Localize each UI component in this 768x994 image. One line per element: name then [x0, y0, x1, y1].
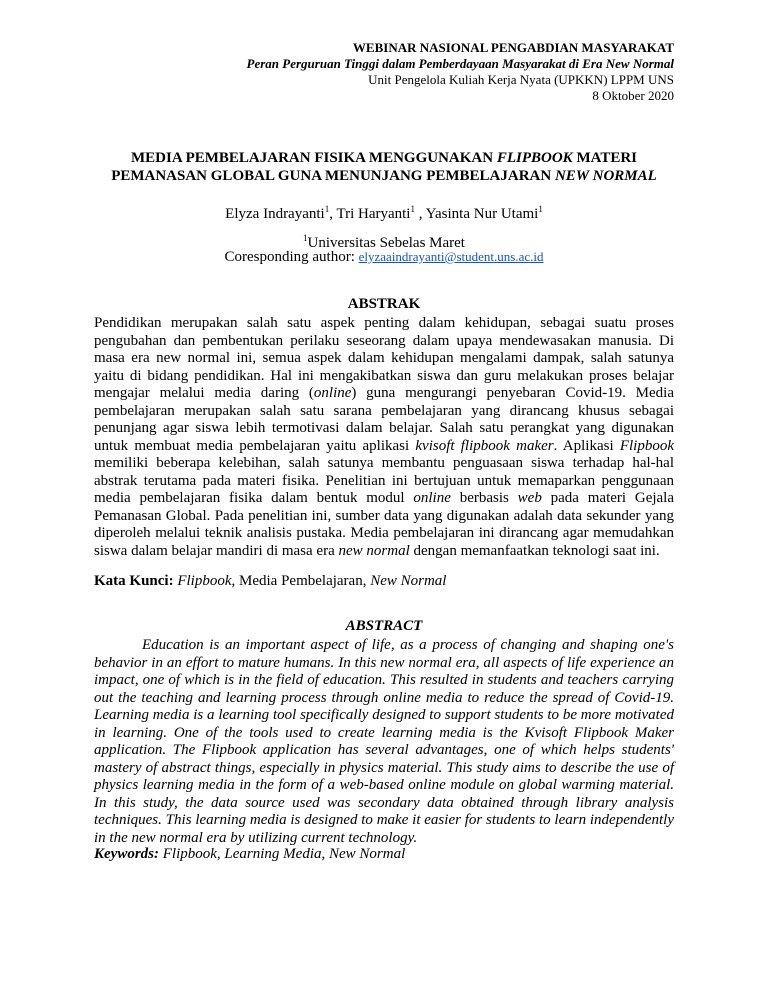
- header-theme: Peran Perguruan Tinggi dalam Pemberdayaan Masyarakat di Era New Normal: [246, 56, 674, 71]
- affiliation-mark: 1: [538, 204, 543, 214]
- author-name: , Tri Haryanti: [329, 206, 411, 222]
- abstract-heading: ABSTRACT: [345, 618, 423, 634]
- text-run-italic: kvisoft flipbook maker: [415, 437, 554, 454]
- author-name: Elyza Indrayanti: [225, 206, 325, 222]
- text-run: . Aplikasi: [553, 437, 620, 454]
- affiliation-text: Universitas Sebelas Maret: [307, 235, 465, 251]
- title-part: MEDIA PEMBELAJARAN FISIKA MENGGUNAKAN: [130, 150, 497, 166]
- keywords-text: Flipbook, Learning Media, New Normal: [159, 846, 406, 862]
- abstrak-heading: ABSTRAK: [347, 296, 421, 312]
- abstrak-body: [94, 315, 674, 560]
- affiliation-mark: 1: [303, 233, 308, 243]
- kata-kunci: [94, 573, 446, 590]
- title-part-italic: FLIPBOOK: [496, 150, 573, 166]
- text-run: dengan memanfaatkan teknologi saat ini.: [409, 542, 660, 559]
- text-run: ) guna mengurangi penyebaran Covid-19. Media pembelajaran merupakan salah satu sarana pembelajaran yang dirancang khusus sebagai penunjang agar siswa lebih termotivasi dalam belajar. Salah satu perangkat yang digunakan untuk membuat media pembelajaran yaitu aplikasi: [94, 385, 674, 454]
- affiliation-mark: 1: [410, 204, 415, 214]
- header-unit: Unit Pengelola Kuliah Kerja Nyata (UPKKN) LPPM UNS: [368, 72, 674, 87]
- text-run-italic: new normal: [338, 542, 410, 559]
- header-date: 8 Oktober 2020: [592, 88, 674, 103]
- correspondence: [94, 248, 674, 266]
- correspondence-label: Coresponding author:: [224, 249, 359, 265]
- text-run-italic: online: [413, 490, 451, 506]
- kata-kunci-label: Kata Kunci:: [94, 573, 174, 589]
- title-part-italic: NEW NORMAL: [554, 168, 657, 184]
- text-run-italic: web: [517, 490, 542, 506]
- running-header: [247, 40, 674, 104]
- keyword-italic: Flipbook: [173, 573, 232, 589]
- text-run: memiliki beberapa kelebihan, salah satunya membantu penguasaan siswa terhadap hal-hal abstrak terutama pada materi fisika. Penelitian ini bertujuan untuk memaparkan penggunaan media pembelajaran fisika dalam bentuk modul: [94, 455, 674, 506]
- text-run-italic: online: [313, 385, 352, 401]
- paper-title: [94, 149, 674, 185]
- keywords: [94, 846, 405, 863]
- text-run: pada materi Gejala Pemanasan Global. Pada penelitian ini, sumber data yang digunakan adalah data sekunder yang diperoleh melalui teknik analisis pustaka. Media pembelajaran ini dirancang agar memudahkan siswa dalam belajar mandiri di masa era: [94, 490, 675, 559]
- keyword: , Media Pembelajaran,: [231, 573, 371, 589]
- author-list: [94, 200, 674, 223]
- text-run: Pendidikan merupakan salah satu aspek penting dalam kehidupan, sebagai suatu proses pengubahan dan pembentukan perilaku seseorang dalam upaya mendewasakan manusia. Di masa era new normal ini, semua aspek dalam kehidupan mengalami dampak, salah satunya yaitu di bidang pendidikan. Hal ini mengakibatkan siswa dan guru melakukan proses belajar mengajar melalui media daring (: [94, 315, 674, 401]
- text-run: berbasis: [450, 490, 518, 506]
- title-part: MATERI: [572, 150, 637, 166]
- affiliation-mark: 1: [324, 204, 330, 214]
- email-link[interactable]: elyzaaindrayanti@student.uns.ac.id: [358, 249, 544, 264]
- text-run-italic: Flipbook: [619, 437, 674, 454]
- abstract-body: Education is an important aspect of life, as a process of changing and shaping one's behavior in an effort to mature humans. In this new normal era, all aspects of life experience an impact, one of which is in the field of education. This resulted in students and teachers carrying out the teaching and learning process through online media to reduce the spread of Covid-19. Learning media is a learning tool specifically designed to support students to be more motivated in learning. One of the tools used to create learning media is the Kvisoft Flipbook Maker application. The Flipbook application has several advantages, one of which helps students' mastery of abstract things, especially in physics material. This study aims to describe the use of physics learning media in the form of a web-based online module on global warming material. In this study, the data source used was secondary data obtained through library analysis techniques. This learning media is designed to make it easier for students to learn independently in the new normal era by utilizing current technology.: [94, 637, 674, 846]
- keyword-italic: New Normal: [370, 573, 447, 589]
- title-part: PEMANASAN GLOBAL GUNA MENUNJANG PEMBELAJARAN: [111, 168, 555, 184]
- header-event: WEBINAR NASIONAL PENGABDIAN MASYARAKAT: [352, 40, 674, 55]
- keywords-label: Keywords:: [94, 846, 159, 862]
- author-name: , Yasinta Nur Utami: [414, 206, 539, 222]
